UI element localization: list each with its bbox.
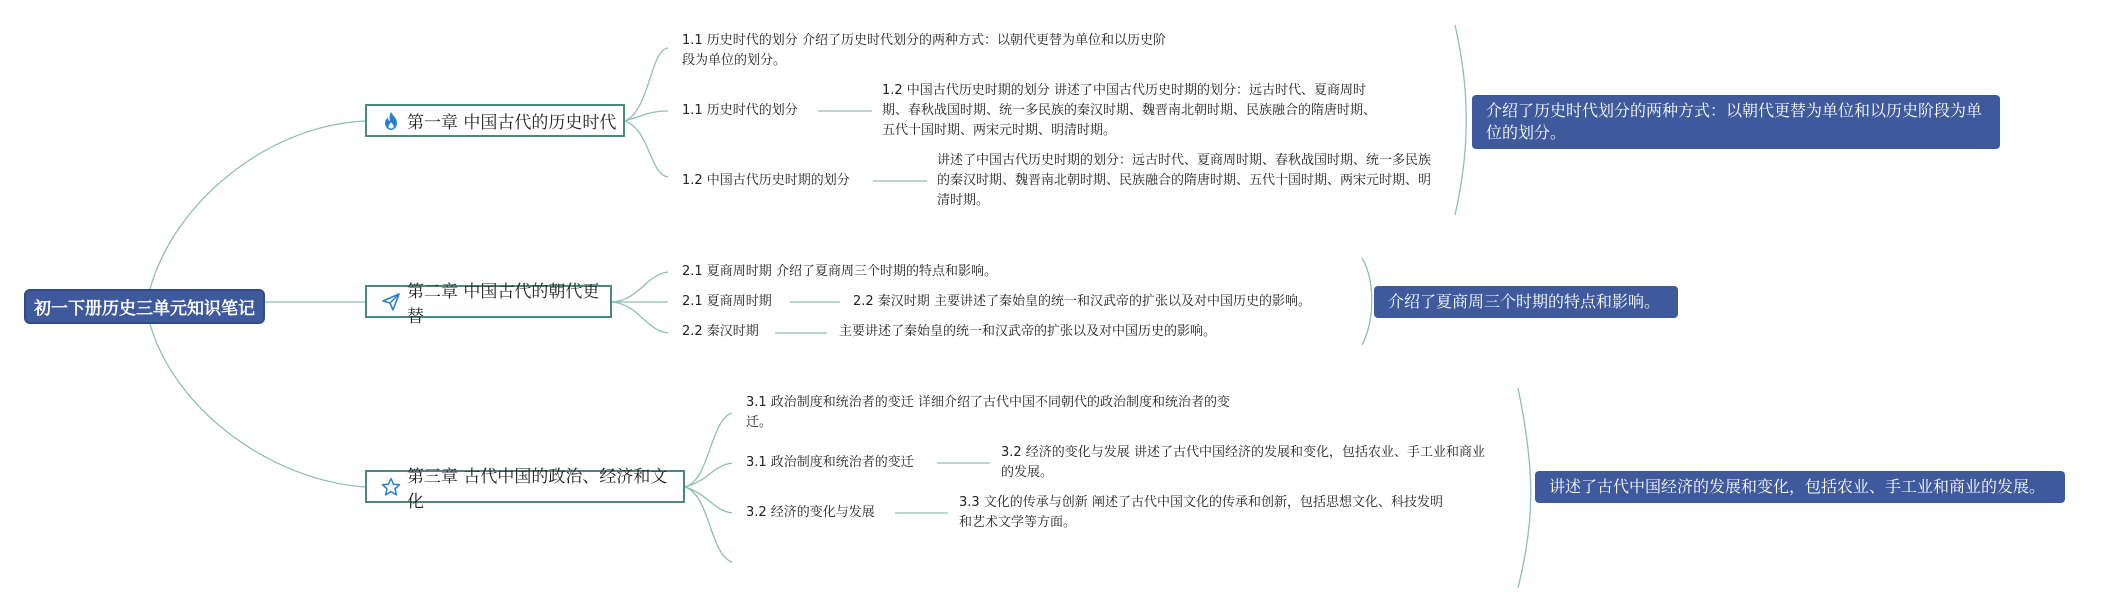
root-topic-label: 初一下册历史三单元知识笔记 xyxy=(34,299,255,319)
link-root-ch1 xyxy=(150,121,365,289)
ch3-item-2-detail[interactable]: 3.2 经济的变化与发展 讲述了古代中国经济的发展和变化，包括农业、手工业和商业的发展。 xyxy=(1001,445,1485,480)
ch3-item-1[interactable]: 3.1 政治制度和统治者的变迁 详细介绍了古代中国不同朝代的政治制度和统治者的变迁。 xyxy=(746,395,1230,430)
ch2-item-2-detail[interactable]: 2.2 秦汉时期 主要讲述了秦始皇的统一和汉武帝的扩张以及对中国历史的影响。 xyxy=(853,294,1311,309)
chapter-2-label: 第二章 中国古代的朝代更替 xyxy=(407,281,600,327)
star-icon xyxy=(381,477,401,497)
ch3-item-3-detail[interactable]: 3.3 文化的传承与创新 阐述了古代中国文化的传承和创新，包括思想文化、科技发明和艺术文学等方面。 xyxy=(959,495,1443,530)
chapter-2-node[interactable] xyxy=(365,281,612,327)
ch1-item-2-detail[interactable]: 1.2 中国古代历史时期的划分 讲述了中国古代历史时期的划分：远古时代、夏商周时期、春秋战国时期、统一多民族的秦汉时期、魏晋南北朝时期、民族融合的隋唐时期、五代十国时期、两宋元时期、明清时期。 xyxy=(882,83,1377,138)
link-ch3-i4 xyxy=(685,487,732,562)
chapter-2-summary[interactable]: 介绍了夏商周三个时期的特点和影响。 xyxy=(1374,286,1678,318)
ch2-item-2[interactable]: 2.1 夏商周时期 xyxy=(682,294,772,309)
ch1-item-3[interactable]: 1.2 中国古代历史时期的划分 xyxy=(682,173,850,188)
chapter-1-node[interactable] xyxy=(365,104,625,137)
paper-plane-icon xyxy=(381,292,401,312)
link-ch2-i3 xyxy=(612,302,668,333)
ch2-item-3-detail[interactable]: 主要讲述了秦始皇的统一和汉武帝的扩张以及对中国历史的影响。 xyxy=(839,324,1217,339)
bracket-ch3 xyxy=(1518,388,1531,588)
root-topic[interactable] xyxy=(24,289,265,324)
chapter-3-summary[interactable]: 讲述了古代中国经济的发展和变化，包括农业、手工业和商业的发展。 xyxy=(1535,471,2065,503)
ch3-item-2[interactable]: 3.1 政治制度和统治者的变迁 xyxy=(746,455,914,470)
ch1-item-1[interactable]: 1.1 历史时代的划分 介绍了历史时代划分的两种方式：以朝代更替为单位和以历史阶段为单位的划分。 xyxy=(682,33,1166,68)
ch2-item-1[interactable]: 2.1 夏商周时期 介绍了夏商周三个时期的特点和影响。 xyxy=(682,264,997,279)
chapter-3-label: 第三章 古代中国的政治、经济和文化 xyxy=(407,466,668,512)
link-ch3-i1 xyxy=(685,413,732,487)
ch1-item-2[interactable]: 1.1 历史时代的划分 xyxy=(682,103,798,118)
bracket-ch2 xyxy=(1362,258,1372,345)
ch3-item-3[interactable]: 3.2 经济的变化与发展 xyxy=(746,505,875,520)
chapter-1-label: 第一章 中国古代的历史时代 xyxy=(407,113,617,133)
ch1-item-3-detail[interactable]: 讲述了中国古代历史时期的划分：远古时代、夏商周时期、春秋战国时期、统一多民族的秦汉时期、魏晋南北朝时期、民族融合的隋唐时期、五代十国时期、两宋元时期、明清时期。 xyxy=(937,153,1432,208)
link-ch1-i1 xyxy=(625,48,668,121)
link-root-ch3 xyxy=(150,324,365,487)
bracket-ch1 xyxy=(1455,25,1466,215)
fire-icon xyxy=(381,111,401,131)
chapter-1-summary[interactable]: 介绍了历史时代划分的两种方式：以朝代更替为单位和以历史阶段为单位的划分。 xyxy=(1472,95,2000,149)
chapter-3-node[interactable] xyxy=(365,466,685,512)
link-ch2-i1 xyxy=(612,272,668,302)
ch2-item-3[interactable]: 2.2 秦汉时期 xyxy=(682,324,759,339)
link-ch1-i3 xyxy=(625,121,668,177)
